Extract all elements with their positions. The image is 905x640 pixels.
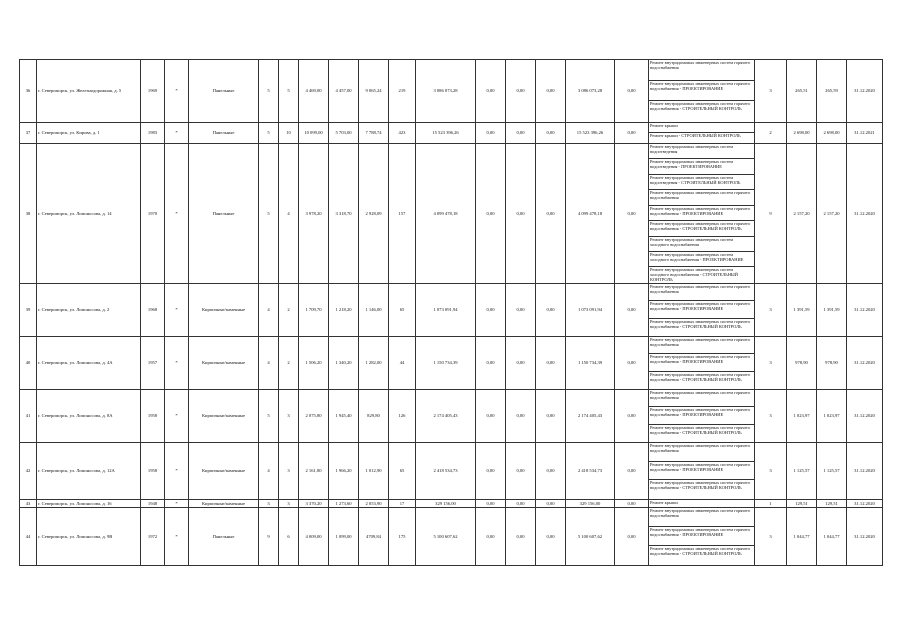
other-cost-cell: 0,00 [615, 499, 649, 507]
wall-material-cell: Кирпичные/каменные [189, 442, 259, 499]
mark-cell: * [165, 122, 189, 143]
works-list-cell [649, 283, 755, 336]
total-cost-cell: 3 086 073,28 [416, 60, 476, 123]
work-item: Ремонт внутридомовых инженерных систем горячего водоснабжения - ПРОЕКТИРОВАНИЕ [649, 462, 754, 481]
regional-cost-cell: 0,00 [506, 60, 536, 123]
other-cost-cell: 0,00 [615, 442, 649, 499]
total-cost-cell: 15 523 396,26 [416, 122, 476, 143]
total-area-cell: 2 075,80 [299, 389, 329, 442]
total-area-cell: 4 009,00 [299, 507, 329, 565]
fund-cost-cell: 0,00 [476, 143, 506, 283]
year-cell: 1970 [141, 143, 165, 283]
total-area-cell: 2 161,80 [299, 442, 329, 499]
table-row [20, 389, 883, 442]
entrances-cell: 10 [279, 122, 299, 143]
fund-cost-cell: 0,00 [476, 499, 506, 507]
year-cell: 1958 [141, 442, 165, 499]
work-item: Ремонт внутридомовых инженерных систем холодного водоснабжения [649, 237, 754, 252]
floors-cell: 5 [259, 60, 279, 123]
other-cost-cell: 0,00 [615, 143, 649, 283]
premises-area-cell: 1 273,60 [329, 499, 359, 507]
residents-cell: 175 [389, 507, 416, 565]
limit-cost-cell: 1 125,57 [817, 442, 847, 499]
premises-area-cell: 4 457,00 [329, 60, 359, 123]
work-item: Ремонт внутридомовых инженерных систем водоотведения - СТРОИТЕЛЬНЫЙ КОНТРОЛЬ [649, 175, 754, 190]
mark-cell: * [165, 60, 189, 123]
row-number: 41 [20, 389, 37, 442]
row-number: 40 [20, 336, 37, 389]
work-item: Ремонт внутридомовых инженерных систем горячего водоснабжения [649, 443, 754, 462]
floors-cell: 5 [259, 122, 279, 143]
works-list-cell [649, 122, 755, 143]
residents-cell: 65 [389, 442, 416, 499]
other-cost-cell: 0,00 [615, 507, 649, 565]
other-cost-cell: 0,00 [615, 336, 649, 389]
address-cell: г. Североморск, ул. Ломоносова, д. 12А [37, 442, 141, 499]
premises-area-cell: 1 966,20 [329, 442, 359, 499]
municipal-cost-cell: 0,00 [536, 60, 566, 123]
year-cell: 1983 [141, 122, 165, 143]
works-list-cell [649, 336, 755, 389]
year-cell: 1969 [141, 60, 165, 123]
floors-cell: 5 [259, 389, 279, 442]
work-item: Ремонт внутридомовых инженерных систем горячего водоснабжения - ПРОЕКТИРОВАНИЕ [649, 407, 754, 424]
living-area-cell: 1 146,00 [359, 283, 389, 336]
total-cost-cell: 4 099 478,18 [416, 143, 476, 283]
mark-cell: * [165, 283, 189, 336]
work-item: Ремонт внутридомовых инженерных систем горячего водоснабжения - ПРОЕКТИРОВАНИЕ [649, 527, 754, 546]
fund-cost-cell: 0,00 [476, 442, 506, 499]
work-item: Ремонт внутридомовых инженерных систем горячего водоснабжения - СТРОИТЕЛЬНЫЙ КОНТРОЛЬ [650, 371, 751, 382]
row-number: 36 [20, 60, 37, 123]
living-area-cell: 2 053,90 [359, 499, 389, 507]
work-item: Ремонт внутридомовых инженерных систем горячего водоснабжения - ПРОЕКТИРОВАНИЕ [649, 301, 754, 318]
table-row [20, 60, 883, 123]
living-area-cell: 2 928,09 [359, 143, 389, 283]
table-row [20, 442, 883, 499]
work-item: Ремонт крыши [649, 123, 754, 133]
wall-material-cell: Кирпичные/каменные [189, 336, 259, 389]
unit-cost-cell: 1 125,57 [787, 442, 817, 499]
work-item: Ремонт внутридомовых инженерных систем горячего водоснабжения [649, 284, 754, 301]
works-count-cell: 3 [755, 283, 787, 336]
work-item: Ремонт крыши - СТРОИТЕЛЬНЫЙ КОНТРОЛЬ [650, 132, 741, 138]
unit-cost-cell: 978,90 [787, 336, 817, 389]
residents-cell: 157 [389, 143, 416, 283]
limit-cost-cell: 265,59 [817, 60, 847, 123]
address-cell: г. Североморск, ул. Железнодорожная, д. 5 [37, 60, 141, 123]
wall-material-cell: Кирпичные/каменные [189, 499, 259, 507]
work-item: Ремонт внутридомовых инженерных систем горячего водоснабжения [649, 337, 754, 354]
completion-date-cell: 31.12.2021 [847, 122, 883, 143]
year-cell: 1972 [141, 507, 165, 565]
municipal-cost-cell: 0,00 [536, 283, 566, 336]
residents-cell: 423 [389, 122, 416, 143]
municipal-cost-cell: 0,00 [536, 336, 566, 389]
row-number: 39 [20, 283, 37, 336]
regional-cost-cell: 0,00 [506, 389, 536, 442]
mark-cell: * [165, 143, 189, 283]
living-area-cell: 7 788,74 [359, 122, 389, 143]
work-item: Ремонт внутридомовых инженерных систем горячего водоснабжения - СТРОИТЕЛЬНЫЙ КОНТРОЛЬ [649, 221, 754, 236]
work-item: Ремонт внутридомовых инженерных систем горячего водоснабжения - ПРОЕКТИРОВАНИЕ [649, 206, 754, 221]
mark-cell: * [165, 389, 189, 442]
address-cell: г. Североморск, ул. Ломоносова, д. 8А [37, 389, 141, 442]
wall-material-cell: Кирпичные/каменные [189, 283, 259, 336]
living-area-cell: 1 282,00 [359, 336, 389, 389]
municipal-cost-cell: 0,00 [536, 389, 566, 442]
entrances-cell: 3 [279, 499, 299, 507]
owners-cost-cell: 329 156,00 [566, 499, 615, 507]
row-number: 38 [20, 143, 37, 283]
total-area-cell: 3 978,20 [299, 143, 329, 283]
residents-cell: 219 [389, 60, 416, 123]
limit-cost-cell: 1 391,59 [817, 283, 847, 336]
table-row [20, 122, 883, 143]
fund-cost-cell: 0,00 [476, 60, 506, 123]
regional-cost-cell: 0,00 [506, 507, 536, 565]
row-number: 37 [20, 122, 37, 143]
works-list-cell [649, 389, 755, 442]
regional-cost-cell: 0,00 [506, 336, 536, 389]
wall-material-cell: Панельные [189, 143, 259, 283]
address-cell: г. Североморск, ул. Ломоносова, д. 9В [37, 507, 141, 565]
entrances-cell: 2 [279, 283, 299, 336]
owners-cost-cell: 1 073 091,94 [566, 283, 615, 336]
completion-date-cell: 31.12.2020 [847, 442, 883, 499]
owners-cost-cell: 2 174 405,43 [566, 389, 615, 442]
works-count-cell: 3 [755, 442, 787, 499]
unit-cost-cell: 2 157,20 [787, 143, 817, 283]
table-row [20, 143, 883, 283]
mark-cell: * [165, 336, 189, 389]
total-cost-cell: 1 073 091,94 [416, 283, 476, 336]
total-cost-cell: 5 100 607,62 [416, 507, 476, 565]
wall-material-cell: Панельные [189, 507, 259, 565]
works-list-cell [649, 60, 755, 123]
total-area-cell: 4 469,00 [299, 60, 329, 123]
wall-material-cell: Кирпичные/каменные [189, 389, 259, 442]
entrances-cell: 3 [279, 389, 299, 442]
premises-area-cell: 1 945,40 [329, 389, 359, 442]
completion-date-cell: 31.12.2020 [847, 507, 883, 565]
completion-date-cell: 31.12.2020 [847, 389, 883, 442]
living-area-cell: 9 065,24 [359, 60, 389, 123]
year-cell: 1968 [141, 283, 165, 336]
regional-cost-cell: 0,00 [506, 499, 536, 507]
residents-cell: 17 [389, 499, 416, 507]
floors-cell: 4 [259, 336, 279, 389]
works-list-cell [649, 442, 755, 499]
completion-date-cell: 31.12.2020 [847, 60, 883, 123]
address-cell: г. Североморск, ул. Ломоносова, д. 16 [37, 499, 141, 507]
work-item: Ремонт внутридомовых инженерных систем холодного водоснабжения - ПРОЕКТИРОВАНИЕ [649, 252, 754, 267]
total-cost-cell: 2 418 534,73 [416, 442, 476, 499]
regional-cost-cell: 0,00 [506, 283, 536, 336]
unit-cost-cell: 2 698,00 [787, 122, 817, 143]
regional-cost-cell: 0,00 [506, 122, 536, 143]
work-item: Ремонт крыши [650, 499, 678, 505]
works-count-cell: 3 [755, 60, 787, 123]
fund-cost-cell: 0,00 [476, 283, 506, 336]
fund-cost-cell: 0,00 [476, 336, 506, 389]
address-cell: г. Североморск, ул. Ломоносова, д. 2 [37, 283, 141, 336]
owners-cost-cell: 2 418 534,73 [566, 442, 615, 499]
completion-date-cell: 31.12.2020 [847, 336, 883, 389]
unit-cost-cell: 1 391,59 [787, 283, 817, 336]
floors-cell: 4 [259, 283, 279, 336]
living-area-cell: 1 012,90 [359, 442, 389, 499]
work-item: Ремонт внутридомовых инженерных систем горячего водоснабжения - СТРОИТЕЛЬНЫЙ КОНТРОЛЬ [650, 545, 751, 556]
limit-cost-cell: 978,90 [817, 336, 847, 389]
other-cost-cell: 0,00 [615, 122, 649, 143]
work-item: Ремонт внутридомовых инженерных систем горячего водоснабжения - ПРОЕКТИРОВАНИЕ [649, 354, 754, 371]
work-item: Ремонт внутридомовых инженерных систем горячего водоснабжения [649, 60, 754, 81]
works-list-cell [649, 143, 755, 283]
works-count-cell: 2 [755, 122, 787, 143]
fund-cost-cell: 0,00 [476, 389, 506, 442]
residents-cell: 44 [389, 336, 416, 389]
mark-cell: * [165, 507, 189, 565]
work-item: Ремонт внутридомовых инженерных систем холодного водоснабжения - СТРОИТЕЛЬНЫЙ КОНТРОЛЬ [650, 267, 738, 283]
fund-cost-cell: 0,00 [476, 122, 506, 143]
total-area-cell: 10 099,00 [299, 122, 329, 143]
table-row [20, 499, 883, 507]
owners-cost-cell: 3 086 073,28 [566, 60, 615, 123]
municipal-cost-cell: 0,00 [536, 499, 566, 507]
floors-cell: 4 [259, 442, 279, 499]
completion-date-cell: 31.12.2020 [847, 283, 883, 336]
total-cost-cell: 329 156,00 [416, 499, 476, 507]
year-cell: 1957 [141, 336, 165, 389]
work-item: Ремонт внутридомовых инженерных систем горячего водоснабжения - ПРОЕКТИРОВАНИЕ [649, 81, 754, 102]
owners-cost-cell: 1 150 734,39 [566, 336, 615, 389]
completion-date-cell: 31.12.2020 [847, 143, 883, 283]
address-cell: г. Североморск, ул. Ломоносова, д. 14 [37, 143, 141, 283]
residents-cell: 65 [389, 283, 416, 336]
regional-cost-cell: 0,00 [506, 442, 536, 499]
owners-cost-cell: 15 523 396,26 [566, 122, 615, 143]
premises-area-cell: 1 099,00 [329, 507, 359, 565]
limit-cost-cell: 129,51 [817, 499, 847, 507]
other-cost-cell: 0,00 [615, 283, 649, 336]
limit-cost-cell: 1 044,77 [817, 507, 847, 565]
floors-cell: 5 [259, 143, 279, 283]
owners-cost-cell: 5 100 607,62 [566, 507, 615, 565]
total-area-cell: 1 709,70 [299, 283, 329, 336]
limit-cost-cell: 2 698,00 [817, 122, 847, 143]
premises-area-cell: 5 703,00 [329, 122, 359, 143]
year-cell: 1958 [141, 389, 165, 442]
entrances-cell: 3 [279, 442, 299, 499]
entrances-cell: 5 [279, 60, 299, 123]
wall-material-cell: Панельные [189, 122, 259, 143]
address-cell: г. Североморск, ул. Ломоносова, д. 4А [37, 336, 141, 389]
living-area-cell: 829,80 [359, 389, 389, 442]
row-number: 44 [20, 507, 37, 565]
work-item: Ремонт внутридомовых инженерных систем горячего водоснабжения [649, 190, 754, 205]
table-row [20, 283, 883, 336]
fund-cost-cell: 0,00 [476, 507, 506, 565]
premises-area-cell: 1 218,20 [329, 283, 359, 336]
work-item: Ремонт внутридомовых инженерных систем горячего водоснабжения - СТРОИТЕЛЬНЫЙ КОНТРОЛЬ [650, 480, 751, 491]
year-cell: 1948 [141, 499, 165, 507]
entrances-cell: 6 [279, 507, 299, 565]
work-item: Ремонт внутридомовых инженерных систем водоотведения [649, 144, 754, 159]
table-row [20, 336, 883, 389]
mark-cell: * [165, 442, 189, 499]
limit-cost-cell: 1 023,97 [817, 389, 847, 442]
work-item: Ремонт внутридомовых инженерных систем горячего водоснабжения - СТРОИТЕЛЬНЫЙ КОНТРОЛЬ [650, 101, 751, 112]
other-cost-cell: 0,00 [615, 389, 649, 442]
residents-cell: 126 [389, 389, 416, 442]
works-count-cell: 9 [755, 143, 787, 283]
mark-cell: * [165, 499, 189, 507]
work-item: Ремонт внутридомовых инженерных систем горячего водоснабжения [649, 390, 754, 407]
premises-area-cell: 3 318,70 [329, 143, 359, 283]
premises-area-cell: 1 340,20 [329, 336, 359, 389]
work-item: Ремонт внутридомовых инженерных систем горячего водоснабжения - СТРОИТЕЛЬНЫЙ КОНТРОЛЬ [650, 318, 751, 329]
limit-cost-cell: 2 157,20 [817, 143, 847, 283]
other-cost-cell: 0,00 [615, 60, 649, 123]
total-cost-cell: 1 150 734,39 [416, 336, 476, 389]
completion-date-cell: 31.12.2020 [847, 499, 883, 507]
total-area-cell: 1 506,20 [299, 336, 329, 389]
row-number: 42 [20, 442, 37, 499]
municipal-cost-cell: 0,00 [536, 442, 566, 499]
municipal-cost-cell: 0,00 [536, 507, 566, 565]
works-list-cell [649, 507, 755, 565]
works-count-cell: 1 [755, 499, 787, 507]
works-count-cell: 3 [755, 389, 787, 442]
work-item: Ремонт внутридомовых инженерных систем водоотведения - ПРОЕКТИРОВАНИЕ [649, 159, 754, 174]
works-list-cell [649, 499, 755, 507]
floors-cell: 3 [259, 499, 279, 507]
municipal-cost-cell: 0,00 [536, 143, 566, 283]
work-item: Ремонт внутридомовых инженерных систем горячего водоснабжения - СТРОИТЕЛЬНЫЙ КОНТРОЛЬ [650, 424, 751, 435]
works-count-cell: 3 [755, 507, 787, 565]
work-item: Ремонт внутридомовых инженерных систем горячего водоснабжения [649, 508, 754, 527]
total-cost-cell: 2 174 405,43 [416, 389, 476, 442]
capital-repair-table [19, 59, 883, 566]
works-count-cell: 3 [755, 336, 787, 389]
floors-cell: 9 [259, 507, 279, 565]
row-number: 43 [20, 499, 37, 507]
regional-cost-cell: 0,00 [506, 143, 536, 283]
table-row [20, 507, 883, 565]
unit-cost-cell: 265,51 [787, 60, 817, 123]
unit-cost-cell: 129,51 [787, 499, 817, 507]
owners-cost-cell: 4 099 478,18 [566, 143, 615, 283]
entrances-cell: 2 [279, 336, 299, 389]
municipal-cost-cell: 0,00 [536, 122, 566, 143]
total-area-cell: 3 370,20 [299, 499, 329, 507]
living-area-cell: 4709,84 [359, 507, 389, 565]
address-cell: г. Североморск, ул. Кирова, д. 1 [37, 122, 141, 143]
unit-cost-cell: 1 023,97 [787, 389, 817, 442]
unit-cost-cell: 1 044,77 [787, 507, 817, 565]
wall-material-cell: Панельные [189, 60, 259, 123]
entrances-cell: 4 [279, 143, 299, 283]
